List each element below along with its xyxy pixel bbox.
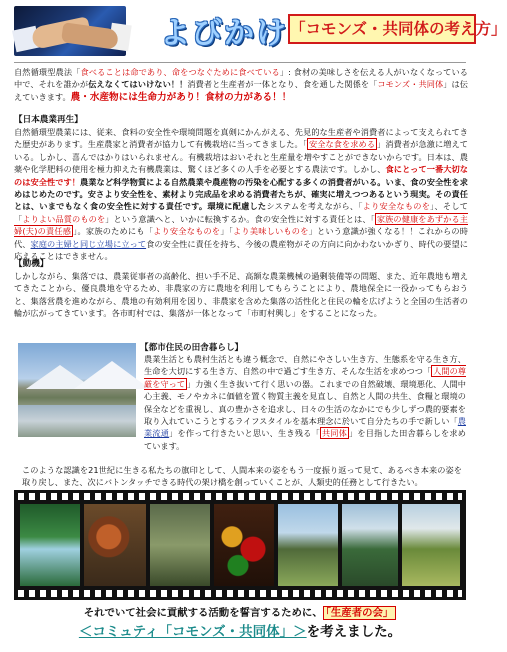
countryside-paragraph: 農業生活とも農村生活とも違う概念で、自然にやさしい生き方、生態系を守る生き方、生命を大切にする生き方、自然の中で過ごす生き方、そんな生活を求めつつ「 人間の尊厳を守って 」力強く生き抜いて行く思いの器。これまでの自然破壊、環境悪化、人間中心主義、モノやカネに価値を置く物質主義を見直し、自然と人間の共生、食糧と環境の保全などを重視し、真の豊かさを追求し、日々の生活のなかにでも少しずつ農的要素を取り入れていこうとするライフスタイルを基本理念に於いて自分たちの手で新しい「農業流通」を作って行きたいと思い、生き残る「 共同体 」を目指した田舎暮らしを求めています。 bbox=[144, 354, 466, 451]
footer-line-2: ＜コミュティ「コモンズ・共同体」＞を考えました。 bbox=[78, 624, 402, 640]
agriculture-paragraph: 自然循環型農業には、従来、食料の安全性や環境問題を真剣にかんがえる、先見的な生産者や消費者によって支えられてきた歴史があります。生産農家と消費者が協力して有機栽培に当ってきました。「 安全な食を求める 」消費者が急激に増えている。しかし、喜んではかりはいられません。有機栽培はおいそれと生産量を増やすことができないからです。日本は、農薬や化学肥料の使用を極力抑えた有機農業は、驚くほど多くの人手を必要とする農法です。しかし、食にとって一番大切なのは安全性です！農業など科学物質による自然農業や農産物の汚染を心配する多くの消費者がいる。いま、食の安全性を求めはじめたのです。安さより安全性を、素材より完成品を求める消費者たちが、確実に増えつつあるという現実。その責任とは、いまでもなく食の安全性に対する責任です。環境に配慮したシステムを考えながら、「より安全なものを」、そして「よりよい品質のものを」という意識へと、いかに転換するか。食の安全性に対する責任とは、「 家族の健康をあずかる主婦(夫)の責任感 」。家族のためにも「より安全なものを」「より美味しいものを」という意識が強くなる！！これからの時代、家庭の主婦と同じ立場に立って食の安全性に責任を持ち、今後の農産物がその方向に向かわないかぎり、時代の要望に応えることはできません。 bbox=[14, 127, 468, 262]
header-divider bbox=[14, 62, 466, 63]
waterfall-photo bbox=[20, 504, 80, 586]
vegetables-photo bbox=[84, 504, 146, 586]
page-title: よびかけ bbox=[160, 16, 288, 51]
field-photo bbox=[402, 504, 460, 586]
section-heading-countryside: 【都市住民の田舎暮らし】 bbox=[140, 343, 244, 353]
closing-paragraph: このような認識を21世紀に生きる私たちの旗印として、人間本来の姿をもう一度振り返って見て、あるべき本来の姿を取り戻し、また、次にバトンタッチできる時代の架け橋を創っていくことが、人類史的任務として行きたい。 bbox=[22, 465, 462, 488]
section-heading-agriculture: 【日本農業再生】 bbox=[14, 115, 83, 125]
fruit-photo bbox=[214, 504, 274, 586]
motive-paragraph: しかしながら、集落では、農業従事者の高齢化、担い手不足、高額な農業機械の過剰装備等の問題、また、近年農地も増えてきたことから、優良農地を守るため、非農家の方に農地を利用してもらうことにより、農地保全に一役かってもらおうと、集落営農を進めながら、農地の有効利用を図り、非農家を含めた集落の活性化と住民の輪を広げようと全国の生活者の輪が広がってきています。各市町村では、集落が一体となって「市町村興し」をすることになった。 bbox=[14, 271, 468, 319]
harvest-photo bbox=[150, 504, 210, 586]
intro-paragraph: 自然循環型農法「食べることは命であり、命をつなぐために食べている」: 食材の美味しさを伝える人がいなくなっている中で、それを誰かが伝えなくてはいけない！！消費者と生産者が一体となり、食を通した関係を「コモンズ・共同体」は伝えていきます。農・水産物には生命力があり！食材の力がある！！ bbox=[14, 67, 468, 103]
mountain-river-image bbox=[18, 343, 136, 437]
footer-line-1: それでいて社会に貢献する活動を誓言するために、 「生産者の会」 bbox=[14, 604, 466, 619]
section-heading-motive: 【動機】 bbox=[14, 259, 49, 269]
forest-photo bbox=[342, 504, 398, 586]
filmstrip-image bbox=[14, 490, 466, 600]
page-subtitle: 「コモンズ・共同体の考え方」 bbox=[288, 14, 476, 44]
handshake-image bbox=[14, 6, 126, 56]
paddy-photo bbox=[278, 504, 338, 586]
